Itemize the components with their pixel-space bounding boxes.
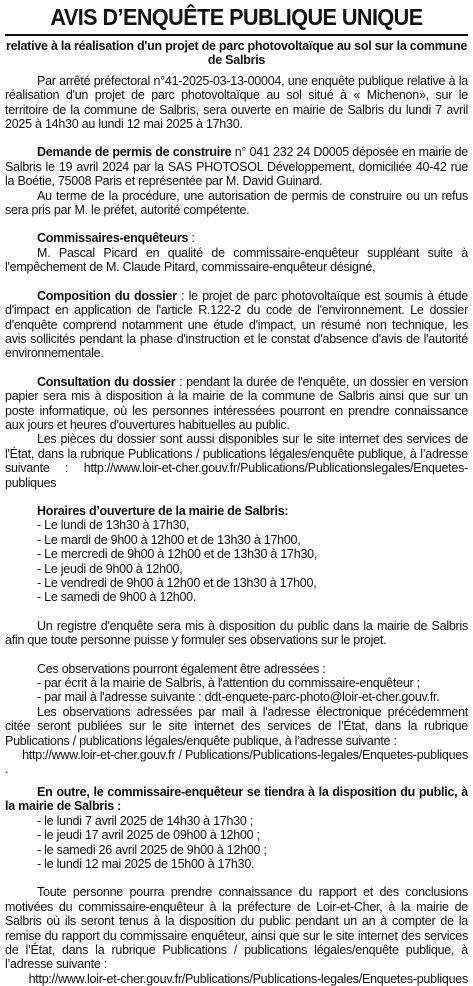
list-item: - par mail à l'adresse suivante : ddt-enquete-parc-photo@loir-et-cher.gouv.fr. <box>37 690 440 705</box>
conclusion-paragraph: Toute personne pourra prendre connaissance du rapport et des conclusions motivées du commissaire-enquêteur à la préfecture de Loir-et-Cher, à la mairie de Salbris où ils seront tenus à la disposition du public pendant un an à compter de la remise du rapport du commissaire enquêteur, ainsi que sur le site internet des services de l’État, dans la rubrique Publications / publications légales/enquête publique, à l’adresse suivante : <box>5 885 468 972</box>
list-item: - Le vendredi de 9h00 à 12h00 et de 13h30 à 17h00, <box>37 576 317 590</box>
permanences-heading: En outre, le commissaire-enquêteur se tiendra à la disposition du public, à la mairie de Salbris : <box>5 784 468 814</box>
observations-dot: . <box>5 762 9 777</box>
commissaires-heading-line: Commissaires-enquêteurs : <box>37 231 195 246</box>
list-item: - Le mardi de 9h00 à 12h00 et de 13h30 à 17h00, <box>37 532 301 547</box>
list-item: - Le samedi de 9h00 à 12h00. <box>37 590 197 605</box>
list-item: - Le lundi de 13h30 à 17h30, <box>37 518 190 533</box>
notice-title: AVIS D’ENQUÊTE PUBLIQUE UNIQUE <box>50 4 423 30</box>
observations-paragraph: Les observations adressées par mail à l'adresse électronique précédemment citée seront publiées sur le site internet des services de l’État, dans la rubrique Publications / publications légales/enquête publique, à l’adresse suivante : <box>5 704 468 748</box>
observations-intro: Ces observations pourront également être adressées : <box>37 661 326 676</box>
permanences-list <box>5 814 468 872</box>
notice-subtitle: relative à la réalisation d'un projet de parc photovoltaïque au sol sur la commune de Salbris <box>5 39 468 68</box>
list-item: - Le mercredi de 9h00 à 12h00 et de 13h30 à 17h30, <box>37 547 318 562</box>
consultation-heading: Consultation du dossier <box>37 374 176 389</box>
list-item: - par écrit à la mairie de Salbris, à l'attention du commissaire-enquêteur ; <box>37 676 420 691</box>
permis-heading: Demande de permis de construire <box>37 145 232 160</box>
list-item: - le lundi 12 mai 2025 de 15h00 à 17h30. <box>37 856 255 871</box>
composition-heading: Composition du dossier <box>37 288 177 303</box>
commissaires-heading: Commissaires-enquêteurs <box>37 231 189 246</box>
observations-list <box>5 676 468 705</box>
observations-url: http://www.loir-et-cher.gouv.fr / Publications/Publications-legales/Enquetes-publiques <box>22 748 468 763</box>
registre-paragraph: Un registre d'enquête sera mis à disposition du public dans la mairie de Salbris afin que toute personne puisse y formuler ses observations sur le projet. <box>5 618 468 648</box>
list-item: - Le jeudi de 9h00 à 12h00, <box>37 561 183 576</box>
composition-paragraph <box>5 289 468 361</box>
horaires-heading: Horaires d’ouverture de la mairie de Salbris: <box>37 503 289 518</box>
permis-paragraph <box>5 145 468 188</box>
notice-document <box>5 0 468 986</box>
composition-text: : le projet de parc photovoltaïque est soumis à étude d'impact en application de l'article R.122-2 du code de l'environnement. Le dossier d'enquête comprend notamment une étude d'impact, un résumé non technique, les avis sollicités pendant la phase d'instruction et le constat d'absence d'avis de l'autorité environnementale. <box>5 288 469 361</box>
consultation-text: : pendant la durée de l'enquête, un dossier en version papier sera mis à disposition à la mairie de la commune de Salbris ainsi que sur un poste informatique, où les personnes intéressées pourront en prendre connaissance aux jours et heures d'ouvertures habituelles au public. <box>5 374 469 432</box>
list-item: - le samedi 26 avril 2025 de 9h00 à 12h00 ; <box>37 842 267 857</box>
horaires-list <box>5 518 468 604</box>
list-item: - le jeudi 17 avril 2025 de 09h00 à 12h00 ; <box>37 828 260 843</box>
list-item: - le lundi 7 avril 2025 de 14h30 à 17h30 ; <box>37 813 254 828</box>
conclusion-url: http://www.loir-et-cher.gouv.fr/Publications/Publications-legales/Enquetes-publiques <box>28 971 468 986</box>
permis-text: n° 041 232 24 D0005 déposée en mairie de Salbris le 19 avril 2024 par la SAS PHOTOSOL Développement, domiciliée 40-42 rue la Boétie, 75008 Paris et représentée par M. David Guinard. <box>5 145 468 189</box>
intro-paragraph: Par arrêté préfectoral n°41-2025-03-13-00004, une enquête publique relative à la réalisation d'un projet de parc photovoltaïque au sol situé à « Michenon», sur le territoire de la commune de Salbris, sera ouverte en mairie de Salbris du lundi 7 avril 2025 à 14h30 au lundi 12 mai 2025 à 17h30. <box>5 73 468 132</box>
consultation-paragraph-2: Les pièces du dossier sont aussi disponibles sur le site internet des services de l'État, dans la rubrique Publications / publications légales/enquête publique, à l’adresse suivante : http://www.loir-et-cher.gouv.fr/Publications/Publicationslegales/Enquetes-publiques <box>5 432 468 490</box>
consultation-paragraph <box>5 375 468 433</box>
commissaires-paragraph: M. Pascal Picard en qualité de commissaire-enquêteur suppléant suite à l'empêchement de M. Claude Pitard, commissaire-enquêteur désigné, <box>5 245 468 275</box>
title-divider <box>5 34 468 36</box>
permis-paragraph-2: Au terme de la procédure, une autorisation de permis de construire ou un refus sera pris par M. le préfet, autorité compétente. <box>5 188 468 218</box>
